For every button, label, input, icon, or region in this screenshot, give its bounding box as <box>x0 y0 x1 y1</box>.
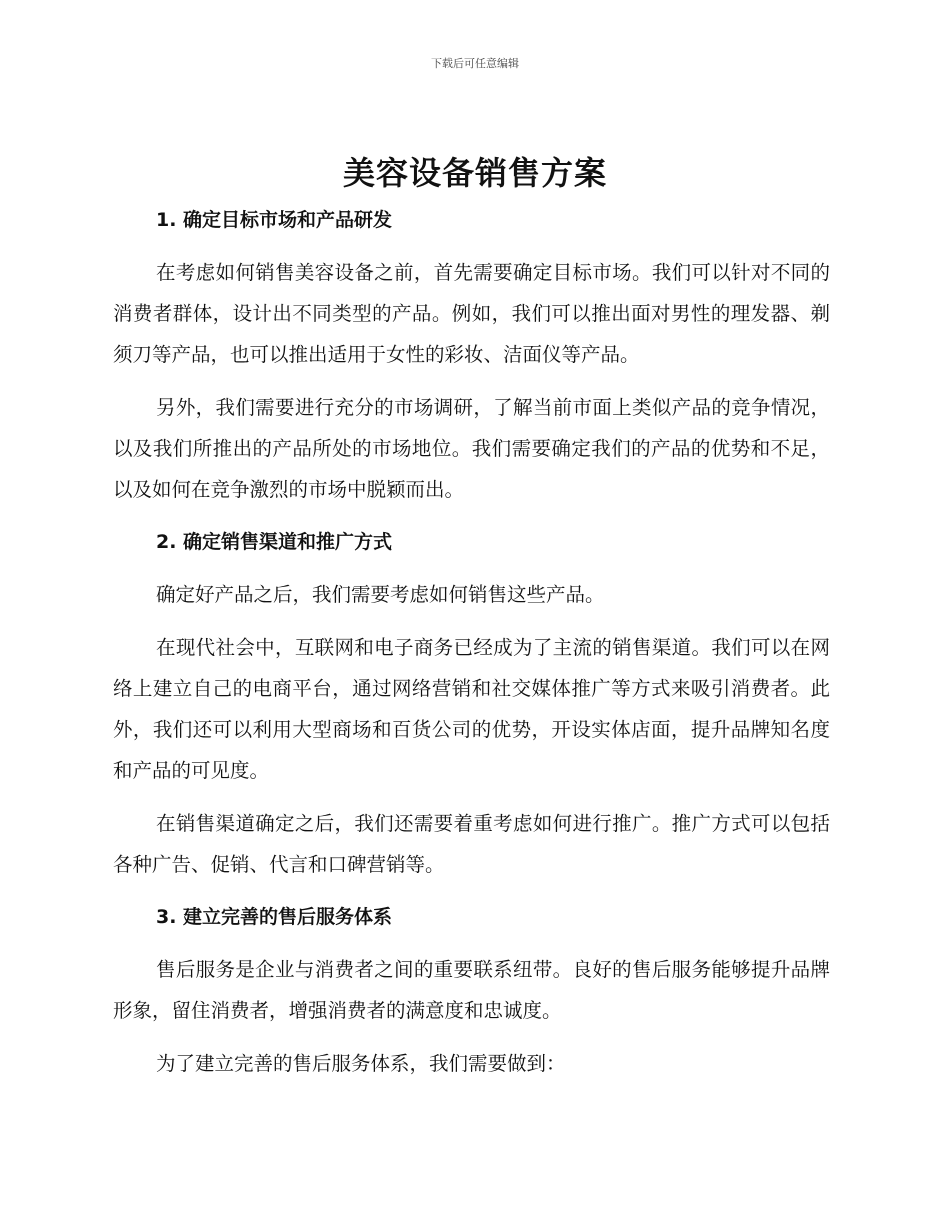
paragraph: 在销售渠道确定之后，我们还需要着重考虑如何进行推广。推广方式可以包括各种广告、促销、代言和口碑营销等。 <box>113 812 830 876</box>
paragraph: 确定好产品之后，我们需要考虑如何销售这些产品。 <box>156 583 605 606</box>
section-heading: 2. 确定销售渠道和推广方式 <box>156 531 393 553</box>
header-note: 下载后可任意编辑 <box>431 57 519 70</box>
paragraph: 为了建立完善的售后服务体系，我们需要做到： <box>156 1052 566 1075</box>
paragraph: 另外，我们需要进行充分的市场调研，了解当前市面上类似产品的竞争情况，以及我们所推出的产品所处的市场地位。我们需要确定我们的产品的优势和不足，以及如何在竞争激烈的市场中脱颖而出。 <box>113 396 830 501</box>
document-body <box>113 200 830 1096</box>
paragraph: 售后服务是企业与消费者之间的重要联系纽带。良好的售后服务能够提升品牌形象，留住消费者，增强消费者的满意度和忠诚度。 <box>113 958 830 1022</box>
paragraph: 在考虑如何销售美容设备之前，首先需要确定目标市场。我们可以针对不同的消费者群体，设计出不同类型的产品。例如，我们可以推出面对男性的理发器、剃须刀等产品，也可以推出适用于女性的彩妆、洁面仪等产品。 <box>113 261 830 366</box>
section-heading: 1. 确定目标市场和产品研发 <box>156 209 393 231</box>
section-target-market <box>113 200 830 510</box>
section-heading: 3. 建立完善的售后服务体系 <box>156 906 393 928</box>
document-title: 美容设备销售方案 <box>342 154 607 192</box>
paragraph: 在现代社会中，互联网和电子商务已经成为了主流的销售渠道。我们可以在网络上建立自己的电商平台，通过网络营销和社交媒体推广等方式来吸引消费者。此外，我们还可以利用大型商场和百货公司的优势，开设实体店面，提升品牌知名度和产品的可见度。 <box>113 636 830 782</box>
section-after-sales <box>113 897 830 1084</box>
section-sales-channels <box>113 522 830 885</box>
